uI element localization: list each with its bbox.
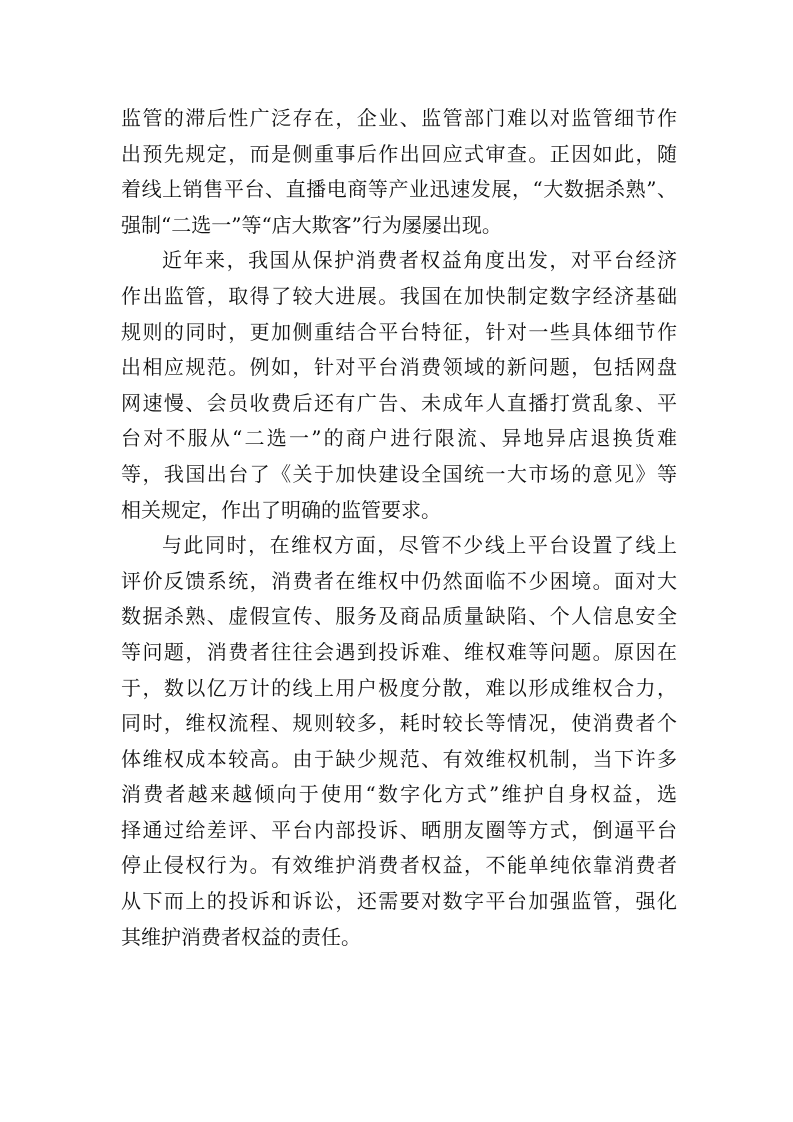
paragraph-2 <box>121 243 677 528</box>
text-line: 近年来，我国从保护消费者权益角度出发，对平台经济 <box>162 248 677 273</box>
paragraph-3 <box>121 528 677 955</box>
text-line: 体维权成本较高。由于缺少规范、有效维权机制，当下许多 <box>121 746 677 771</box>
text-line: 等，我国出台了《关于加快建设全国统一大市场的意见》等 <box>121 461 677 486</box>
text-line: 停止侵权行为。有效维护消费者权益，不能单纯依靠消费者 <box>121 853 677 878</box>
article-body <box>121 101 677 955</box>
text-line: 于，数以亿万计的线上用户极度分散，难以形成维权合力， <box>121 675 677 700</box>
text-line: 台对不服从“二选一”的商户进行限流、异地异店退换货难 <box>121 426 677 451</box>
text-line: 监管的滞后性广泛存在，企业、监管部门难以对监管细节作 <box>121 106 677 130</box>
text-line: 从下而上的投诉和诉讼，还需要对数字平台加强监管，强化 <box>121 889 677 914</box>
text-line: 数据杀熟、虚假宣传、服务及商品质量缺陷、个人信息安全 <box>121 604 677 629</box>
text-line: 相关规定，作出了明确的监管要求。 <box>121 497 441 522</box>
text-line: 出预先规定，而是侧重事后作出回应式审查。正因如此，随 <box>121 141 677 166</box>
text-line: 作出监管，取得了较大进展。我国在加快制定数字经济基础 <box>121 283 677 308</box>
text-line: 同时，维权流程、规则较多，耗时较长等情况，使消费者个 <box>121 711 677 736</box>
text-line: 其维护消费者权益的责任。 <box>121 924 361 949</box>
text-line: 着线上销售平台、直播电商等产业迅速发展，“大数据杀熟”、 <box>121 177 677 202</box>
text-line: 等问题，消费者往往会遇到投诉难、维权难等问题。原因在 <box>121 639 677 664</box>
text-line: 评价反馈系统，消费者在维权中仍然面临不少困境。面对大 <box>121 568 677 593</box>
text-line: 择通过给差评、平台内部投诉、晒朋友圈等方式，倒逼平台 <box>121 817 677 842</box>
text-line: 强制“二选一”等“店大欺客”行为屡屡出现。 <box>121 212 502 237</box>
text-line: 出相应规范。例如，针对平台消费领域的新问题，包括网盘 <box>121 355 677 380</box>
text-line: 消费者越来越倾向于使用“数字化方式”维护自身权益，选 <box>121 782 677 807</box>
text-line: 与此同时，在维权方面，尽管不少线上平台设置了线上 <box>162 533 677 558</box>
text-line: 规则的同时，更加侧重结合平台特征，针对一些具体细节作 <box>121 319 677 344</box>
paragraph-1 <box>121 101 677 243</box>
text-line: 网速慢、会员收费后还有广告、未成年人直播打赏乱象、平 <box>121 390 677 415</box>
